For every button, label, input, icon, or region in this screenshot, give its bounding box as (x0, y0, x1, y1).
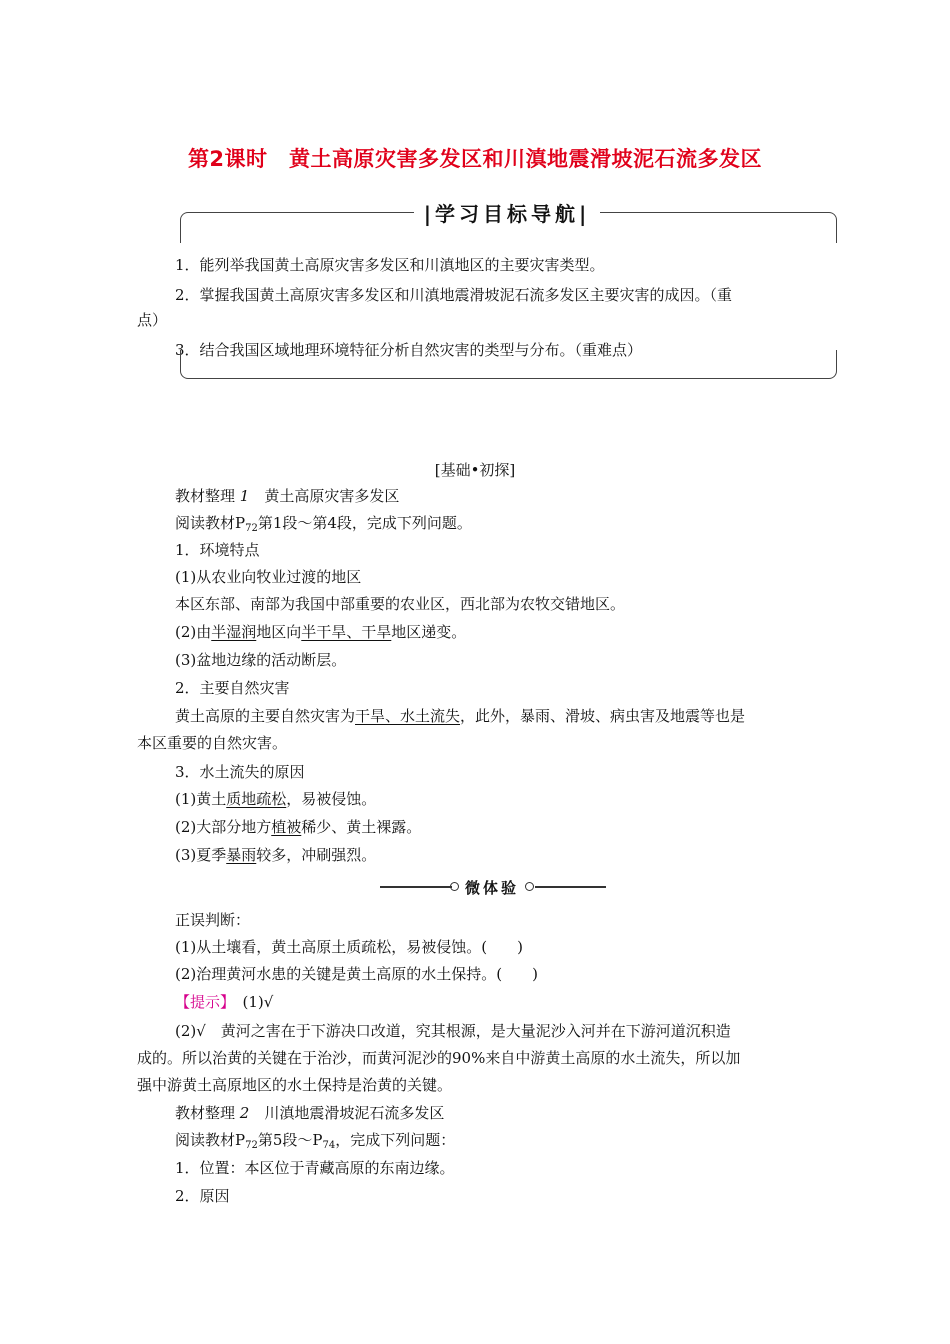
objective-2: 2．掌握我国黄土高原灾害多发区和川滇地震滑坡泥石流多发区主要灾害的成因。（重 (175, 286, 733, 304)
objectives-heading (414, 198, 600, 227)
reading-instruction-2: 阅读教材$P_{72}$第5段$\sim P_{74}$，完成下列问题： (175, 1131, 456, 1151)
objectives-frame-bottom (180, 350, 837, 379)
hint-label: 【提示】 (175, 993, 228, 1011)
disasters-text-cont: 本区重要的自然灾害。 (137, 734, 288, 752)
divider-dot-right (525, 882, 534, 891)
reading-instruction-1: 阅读教材$P_{72}$第1段～第4段，完成下列问题。 (175, 514, 472, 534)
hint-explanation-2: 成的。所以治黄的关键在于治沙，而黄河泥沙的90%来自中游黄土高原的水土流失，所以加 (137, 1049, 741, 1067)
location-item: 1．位置：本区位于青藏高原的东南边缘。 (175, 1159, 455, 1177)
objective-2-cont: 点） (137, 311, 168, 329)
divider-dot-left (450, 882, 459, 891)
env-item-1: (1)从农业向牧业过渡的地区 (175, 568, 362, 586)
heading-bar-left: | (423, 202, 435, 226)
objective-3: 3．结合我国区域地理环境特征分析自然灾害的类型与分布。（重难点） (175, 341, 643, 359)
section-label: [基础•初探] (434, 461, 516, 479)
divider-line-left (380, 886, 452, 888)
textbook-section-1-title: 教材整理 1 黄土高原灾害多发区 (175, 487, 400, 505)
micro-experience-divider (380, 877, 606, 897)
hint-explanation-3: 强中游黄土高原地区的水土保持是治黄的关键。 (137, 1076, 453, 1094)
heading-disasters: 2．主要自然灾害 (175, 679, 290, 697)
judge-item-1: (1)从土壤看，黄土高原土质疏松，易被侵蚀。( ) (175, 938, 523, 956)
divider-line-right (535, 886, 606, 888)
erosion-item-1: (1)黄土质地疏松，易被侵蚀。 (175, 790, 377, 808)
objectives-heading-text: 学习目标导航 (435, 202, 579, 226)
env-item-1-detail: 本区东部、南部为我国中部重要的农业区，西北部为农牧交错地区。 (175, 595, 626, 613)
page-title: 第2课时 黄土高原灾害多发区和川滇地震滑坡泥石流多发区 (187, 147, 763, 171)
erosion-item-2: (2)大部分地方植被稀少、黄土裸露。 (175, 818, 422, 836)
env-item-2: (2)由半湿润地区向半干旱、干旱地区递变。 (175, 623, 467, 641)
disasters-text: 黄土高原的主要自然灾害为干旱、水土流失，此外，暴雨、滑坡、病虫害及地震等也是 (175, 707, 746, 725)
micro-experience-label: 微体验 (464, 879, 519, 897)
hint-line: 【提示】 (1)√ (175, 993, 274, 1011)
erosion-item-3: (3)夏季暴雨较多，冲刷强烈。 (175, 846, 377, 864)
cause-heading: 2．原因 (175, 1187, 230, 1205)
hint-explanation-1: (2)√ 黄河之害在于下游决口改道，究其根源，是大量泥沙入河并在下游河道沉积造 (175, 1022, 731, 1040)
heading-environment: 1．环境特点 (175, 541, 260, 559)
heading-erosion: 3．水土流失的原因 (175, 763, 305, 781)
judge-heading: 正误判断： (175, 911, 251, 929)
heading-bar-right: | (579, 202, 591, 226)
textbook-section-2-title: 教材整理 2 川滇地震滑坡泥石流多发区 (175, 1104, 445, 1122)
judge-item-2: (2)治理黄河水患的关键是黄土高原的水土保持。( ) (175, 965, 538, 983)
env-item-3: (3)盆地边缘的活动断层。 (175, 651, 347, 669)
objective-1: 1．能列举我国黄土高原灾害多发区和川滇地区的主要灾害类型。 (175, 256, 605, 274)
